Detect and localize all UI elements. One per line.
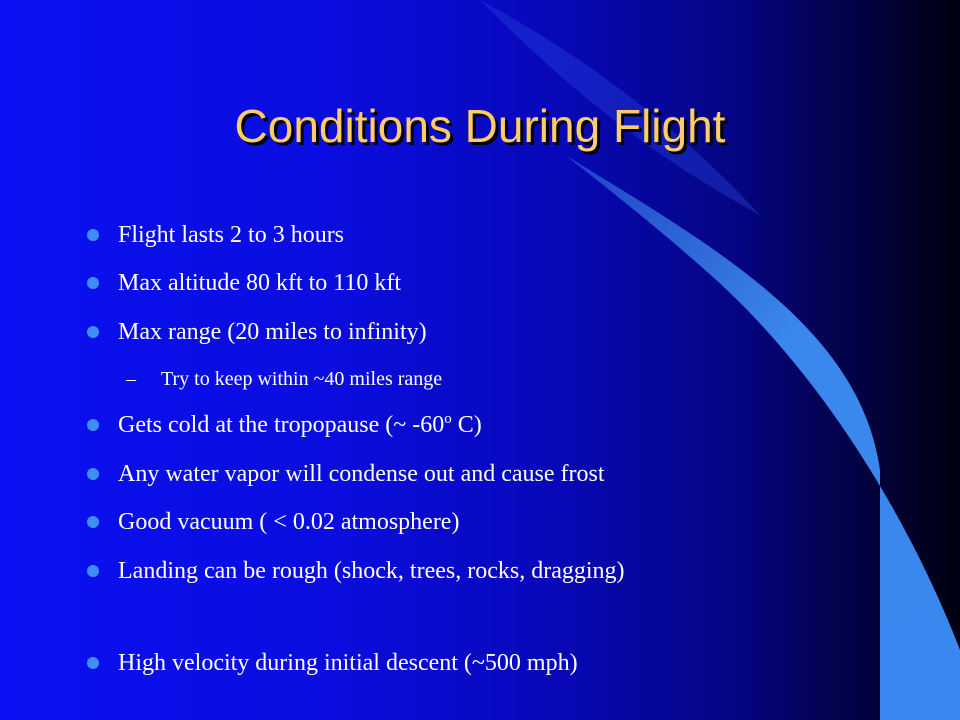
bullet-item bbox=[118, 648, 908, 678]
bullet-item bbox=[118, 556, 888, 586]
bullet-dot-icon bbox=[87, 516, 99, 528]
bullet-dot-icon bbox=[87, 326, 99, 338]
bullet-text: Max range (20 miles to infinity) bbox=[118, 319, 427, 345]
bullet-item bbox=[118, 317, 908, 347]
bullet-dot-icon bbox=[87, 468, 99, 480]
dash-icon: – bbox=[126, 368, 136, 390]
bullet-item bbox=[118, 220, 908, 250]
sub-bullet-text: Try to keep within ~40 miles range bbox=[161, 368, 443, 390]
bullet-item bbox=[118, 507, 908, 537]
bullet-dot-icon bbox=[87, 419, 99, 431]
bullet-text: High velocity during initial descent (~500 mph) bbox=[118, 650, 578, 676]
bullet-text: Max altitude 80 kft to 110 kft bbox=[118, 270, 402, 296]
bullet-text: Landing can be rough (shock, trees, rocks, dragging) bbox=[118, 558, 625, 584]
bullet-item bbox=[118, 410, 908, 440]
bullet-text: Good vacuum ( < 0.02 atmosphere) bbox=[118, 509, 460, 535]
bullet-text-suffix: C) bbox=[451, 412, 482, 438]
bullet-dot-icon bbox=[87, 229, 99, 241]
sub-bullet-item bbox=[126, 366, 861, 392]
bullet-dot-icon bbox=[87, 565, 99, 577]
bullet-item bbox=[118, 459, 908, 489]
bullet-item bbox=[118, 268, 908, 298]
degree-superscript: o bbox=[444, 411, 452, 427]
bullet-text: Flight lasts 2 to 3 hours bbox=[118, 222, 345, 248]
slide-title: Conditions During Flight bbox=[234, 100, 726, 152]
bullet-text: Gets cold at the tropopause (~ -60 bbox=[118, 412, 445, 438]
bullet-text: Any water vapor will condense out and cause frost bbox=[118, 461, 605, 487]
bullet-dot-icon bbox=[87, 657, 99, 669]
bullet-dot-icon bbox=[87, 277, 99, 289]
